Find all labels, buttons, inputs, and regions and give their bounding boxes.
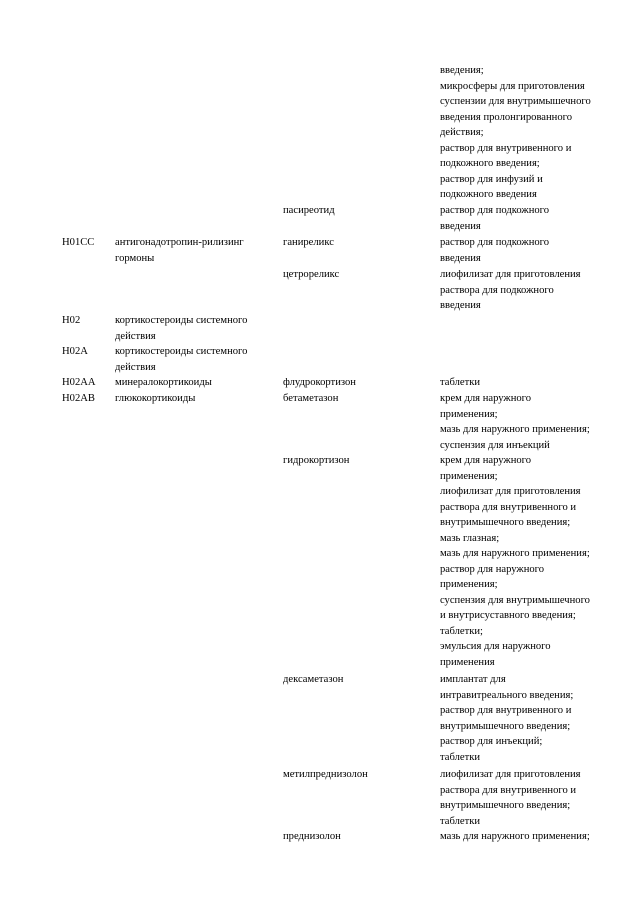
- anatomical-group-line: минералокортикоиды: [115, 377, 212, 388]
- drug-name-line: гидрокортизон: [283, 455, 350, 466]
- drug-name: [283, 672, 433, 688]
- atc-code: H02: [62, 315, 81, 326]
- atc-code: H02AA: [62, 377, 96, 388]
- anatomical-group-line: кортикостероиды системного: [115, 346, 248, 357]
- drug-name-line: дексаметазон: [283, 674, 344, 685]
- anatomical-group: [115, 235, 275, 266]
- dosage-forms-line: лиофилизат для приготовления: [440, 269, 581, 280]
- atc-code: H01CC: [62, 237, 95, 248]
- dosage-forms-line: раствор для внутривенного и: [440, 705, 572, 716]
- anatomical-group-line: действия: [115, 361, 156, 373]
- atc-code: H02A: [62, 346, 88, 357]
- drug-name: [283, 267, 433, 283]
- dosage-forms-line: внутримышечного введения;: [440, 720, 571, 732]
- anatomical-group: [115, 313, 275, 344]
- dosage-forms-line: раствор для инъекций;: [440, 736, 543, 747]
- anatomical-group-line: гормоны: [115, 252, 155, 264]
- dosage-forms-line: мазь глазная;: [440, 532, 500, 544]
- dosage-forms-line: введения: [440, 300, 481, 311]
- dosage-forms: [440, 767, 635, 829]
- drug-name-line: преднизолон: [283, 831, 341, 842]
- dosage-forms-line: введения;: [440, 65, 484, 76]
- drug-name: [283, 453, 433, 469]
- dosage-forms-line: применения;: [440, 470, 498, 482]
- dosage-forms-line: подкожного введения: [440, 189, 537, 200]
- dosage-forms-line: мазь для наружного применения;: [440, 424, 590, 435]
- dosage-forms-line: внутримышечного введения;: [440, 517, 571, 528]
- dosage-forms-line: действия;: [440, 127, 484, 138]
- dosage-forms: [440, 235, 635, 266]
- atc-code: H02AB: [62, 393, 95, 404]
- anatomical-group: [115, 391, 275, 407]
- dosage-forms-line: крем для наружного: [440, 393, 532, 404]
- dosage-forms-line: раствор для инфузий и: [440, 173, 543, 185]
- anatomical-group-line: антигонадотропин-рилизинг: [115, 237, 244, 248]
- dosage-forms: [440, 391, 635, 453]
- dosage-forms-line: подкожного введения;: [440, 158, 540, 169]
- dosage-forms-line: таблетки: [440, 815, 481, 827]
- drug-name: [283, 203, 433, 219]
- dosage-forms-line: мазь для наружного применения;: [440, 831, 590, 842]
- dosage-forms-line: раствора для подкожного: [440, 284, 554, 296]
- dosage-forms: [440, 453, 635, 670]
- dosage-forms-line: таблетки: [440, 751, 481, 763]
- dosage-forms-line: применения;: [440, 579, 498, 590]
- anatomical-group-line: действия: [115, 330, 156, 342]
- dosage-forms-line: раствор для подкожного: [440, 237, 550, 248]
- dosage-forms-line: применения: [440, 656, 495, 668]
- dosage-forms: [440, 829, 635, 845]
- dosage-forms: [440, 63, 635, 203]
- drug-name-line: пасиреотид: [283, 205, 335, 216]
- dosage-forms-line: раствор для подкожного: [440, 205, 550, 216]
- dosage-forms-line: и внутрисуставного введения;: [440, 610, 576, 621]
- dosage-forms-line: крем для наружного: [440, 455, 532, 466]
- drug-name-line: цетрореликс: [283, 269, 340, 280]
- drug-name-line: метилпреднизолон: [283, 769, 368, 780]
- drug-name: [283, 829, 433, 845]
- dosage-forms-line: раствор для наружного: [440, 563, 545, 575]
- dosage-forms-line: введения: [440, 252, 481, 264]
- dosage-forms-line: суспензии для внутримышечного: [440, 96, 591, 107]
- anatomical-group-line: кортикостероиды системного: [115, 315, 248, 326]
- dosage-forms-line: имплантат для: [440, 674, 506, 685]
- anatomical-group: [115, 375, 275, 391]
- dosage-forms: [440, 375, 635, 391]
- dosage-forms-line: лиофилизат для приготовления: [440, 486, 581, 497]
- dosage-forms-line: таблетки: [440, 377, 481, 388]
- dosage-forms-line: лиофилизат для приготовления: [440, 769, 581, 780]
- dosage-forms-line: суспензия для инъекций: [440, 439, 550, 451]
- dosage-forms-line: раствор для внутривенного и: [440, 142, 572, 154]
- drug-name-line: флудрокортизон: [283, 377, 356, 388]
- drug-name-line: бетаметазон: [283, 393, 339, 404]
- dosage-forms-line: интравитреального введения;: [440, 689, 574, 701]
- drug-name: [283, 391, 433, 407]
- dosage-forms-line: раствора для внутривенного и: [440, 784, 577, 796]
- dosage-forms: [440, 672, 635, 765]
- dosage-forms-line: применения;: [440, 408, 498, 420]
- dosage-forms-line: суспензия для внутримышечного: [440, 594, 590, 606]
- dosage-forms-line: таблетки;: [440, 625, 483, 637]
- dosage-forms-line: раствора для внутривенного и: [440, 501, 577, 513]
- drug-name-line: ганиреликс: [283, 237, 334, 248]
- dosage-forms-line: мазь для наружного применения;: [440, 548, 590, 559]
- drug-name: [283, 375, 433, 391]
- anatomical-group-line: глюкокортикоиды: [115, 393, 196, 404]
- anatomical-group: [115, 344, 275, 375]
- dosage-forms: [440, 203, 635, 234]
- drug-name: [283, 767, 433, 783]
- dosage-forms-line: введения: [440, 220, 481, 232]
- dosage-forms: [440, 267, 635, 314]
- dosage-forms-line: микросферы для приготовления: [440, 80, 585, 92]
- dosage-forms-line: введения пролонгированного: [440, 111, 573, 123]
- drug-name: [283, 235, 433, 251]
- dosage-forms-line: эмульсия для наружного: [440, 641, 551, 652]
- dosage-forms-line: внутримышечного введения;: [440, 800, 571, 811]
